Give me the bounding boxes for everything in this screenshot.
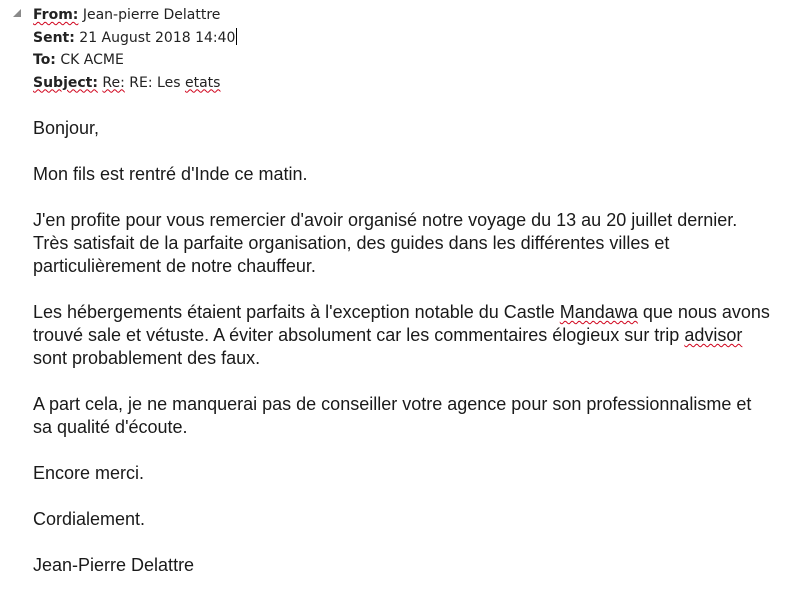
from-row	[33, 4, 237, 27]
sent-label: Sent:	[33, 29, 75, 46]
paragraph-2: J'en profite pour vous remercier d'avoir organisé notre voyage du 13 au 20 juillet dernier. Très satisfait de la parfaite organisation, des guides dans les différentes villes et particulièrement de notre chauffeur.	[33, 210, 738, 276]
paragraph-1: Mon fils est rentré d'Inde ce matin.	[33, 164, 308, 184]
to-row	[33, 49, 237, 72]
greeting: Bonjour,	[33, 118, 100, 138]
subject-prefix: Re:	[102, 74, 125, 91]
collapse-triangle-icon[interactable]	[12, 8, 22, 18]
paragraph-6: Cordialement.	[33, 509, 146, 529]
subject-middle: RE: Les	[124, 74, 185, 91]
sent-row	[33, 27, 237, 50]
subject-label: Subject:	[33, 74, 98, 91]
text-cursor	[236, 28, 237, 45]
paragraph-4: A part cela, je ne manquerai pas de conseiller votre agence pour son professionnalisme et sa qualité d'écoute.	[33, 394, 752, 437]
paragraph-5: Encore merci.	[33, 463, 145, 483]
from-value: Jean-pierre Delattre	[82, 7, 221, 23]
spellcheck-word-mandawa: Mandawa	[559, 302, 638, 322]
paragraph-3-part-3: sont probablement des faux.	[33, 348, 261, 368]
paragraph-3-part-1: Les hébergements étaient parfaits à l'exception notable du Castle	[33, 302, 560, 322]
message-body[interactable]	[33, 117, 773, 577]
subject-row	[33, 72, 237, 95]
message-header	[33, 4, 237, 94]
from-label: From:	[33, 7, 79, 23]
signature: Jean-Pierre Delattre	[33, 555, 195, 575]
subject-word: etats	[184, 74, 221, 91]
to-label: To:	[33, 52, 56, 68]
sent-value[interactable]: 21 August 2018 14:40	[79, 29, 236, 46]
paragraph-3	[33, 301, 773, 370]
paragraph-3-part-2: que nous avons trouvé sale et vétuste. A éviter absolument car les commentaires élogieux sur trip	[33, 302, 770, 345]
spellcheck-word-advisor: advisor	[684, 325, 743, 345]
to-value: CK ACME	[60, 52, 124, 68]
